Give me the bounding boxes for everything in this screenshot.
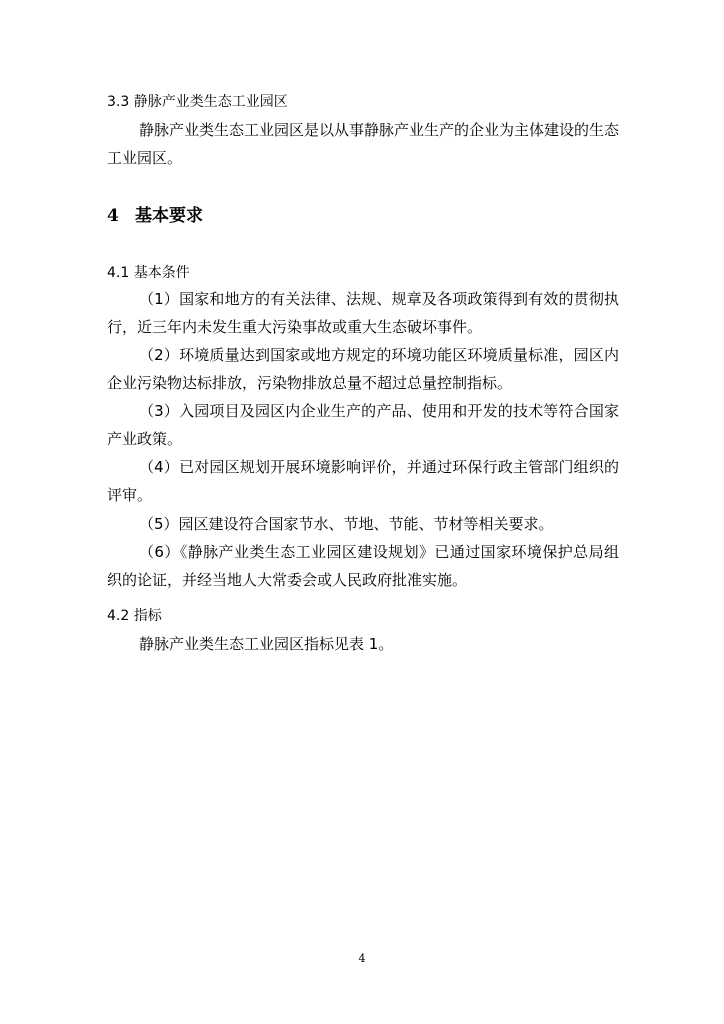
requirement-item-2: （2）环境质量达到国家或地方规定的环境功能区环境质量标准，园区内企业污染物达标排放，污染物排放总量不超过总量控制指标。 (107, 346, 619, 392)
section-4-1-heading: 4.1 基本条件 (107, 265, 190, 281)
chapter-title: 基本要求 (135, 206, 203, 226)
requirement-item-1: （1）国家和地方的有关法律、法规、规章及各项政策得到有效的贯彻执行，近三年内未发生重大污染事故或重大生态破坏事件。 (107, 290, 619, 336)
section-4-2-text: 静脉产业类生态工业园区指标见表 1。 (139, 635, 394, 653)
requirement-item-6: （6）《静脉产业类生态工业园区建设规划》已通过国家环境保护总局组织的论证，并经当地人大常委会或人民政府批准实施。 (107, 543, 619, 589)
section-3-3-heading: 3.3 静脉产业类生态工业园区 (107, 94, 288, 110)
requirement-item-3: （3）入园项目及园区内企业生产的产品、使用和开发的技术等符合国家产业政策。 (107, 402, 619, 448)
page-number: 4 (358, 952, 366, 965)
requirement-item-4: （4）已对园区规划开展环境影响评价，并通过环保行政主管部门组织的评审。 (107, 458, 619, 504)
section-4-2-heading: 4.2 指标 (107, 608, 162, 624)
chapter-4-heading (107, 202, 619, 230)
requirement-item-5: （5）园区建设符合国家节水、节地、节能、节材等相关要求。 (139, 515, 554, 533)
chapter-number: 4 (107, 206, 119, 226)
section-3-3-definition: 静脉产业类生态工业园区是以从事静脉产业生产的企业为主体建设的生态工业园区。 (107, 121, 620, 167)
